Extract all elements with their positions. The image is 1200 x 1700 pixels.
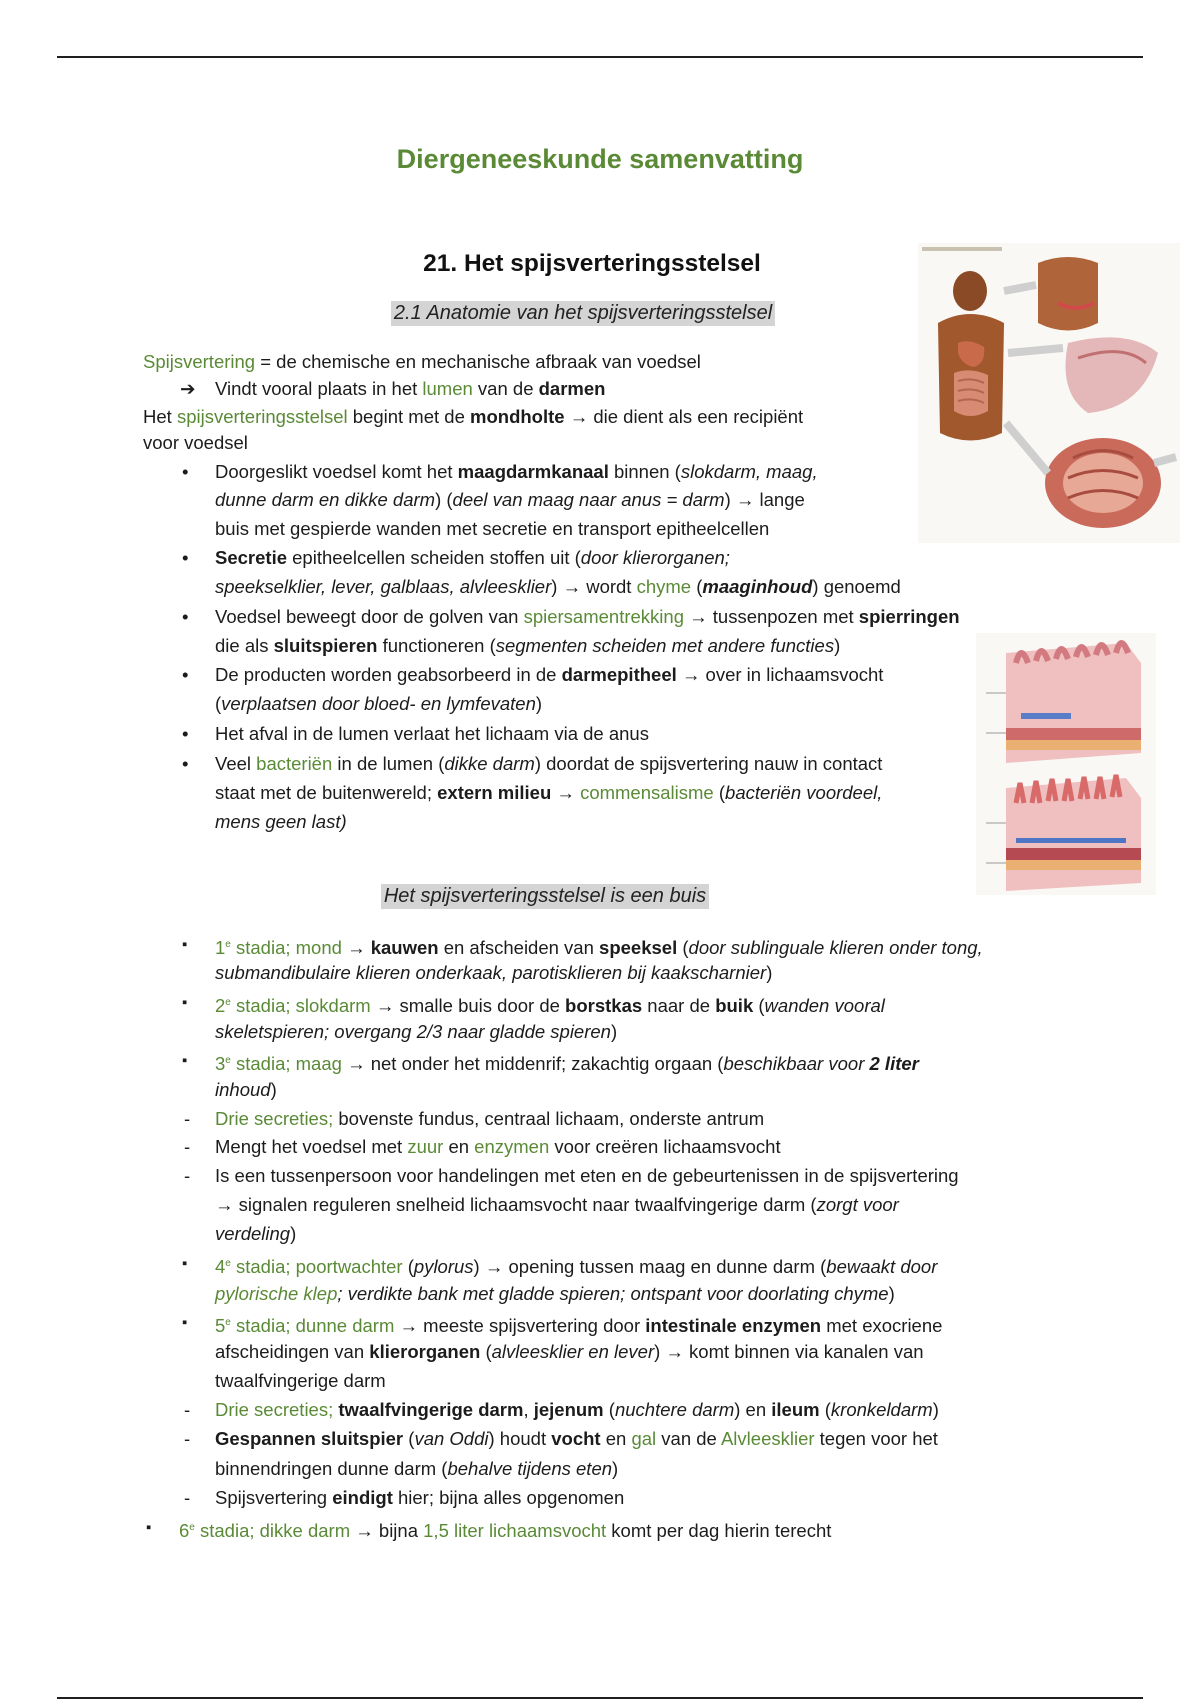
dash-bullet: - — [184, 1487, 191, 1508]
bullet-icon: • — [182, 753, 189, 774]
bullet-1-line-1: Doorgeslikt voedsel komt het maagdarmkanaal binnen (slokdarm, maag, — [215, 461, 818, 482]
bullet-3-line-2: die als sluitspieren functioneren (segmenten scheiden met andere functies) — [215, 635, 841, 656]
stage-5-line-2: afscheidingen van klierorganen (alvleesklier en lever) → komt binnen via kanalen van — [215, 1341, 924, 1362]
stage-2-line-1: 2e stadia; slokdarm → smalle buis door de borstkas naar de buik (wanden vooral — [215, 995, 885, 1017]
stage-2-line-2: skeletspieren; overgang 2/3 naar gladde spieren) — [215, 1021, 618, 1042]
bullet-2-line-2: speekselklier, lever, galblaas, alvleesklier) → wordt chyme (maaginhoud) genoemd — [215, 576, 901, 597]
square-bullet-icon: ▪ — [182, 936, 188, 953]
stage-3-dash-3-line-3: verdeling) — [215, 1223, 297, 1244]
bullet-icon: • — [182, 606, 189, 627]
stage-5-dash-2-line-1: Gespannen sluitspier (van Oddi) houdt vocht en gal van de Alvleesklier tegen voor het — [215, 1428, 938, 1449]
bullet-6-line-3: mens geen last) — [215, 811, 347, 832]
dash-bullet: - — [184, 1136, 191, 1157]
dash-bullet: - — [184, 1428, 191, 1449]
intro-start: Het spijsverteringsstelsel begint met de mondholte → die dient als een recipiënt — [143, 406, 804, 427]
bullet-icon: • — [182, 461, 189, 482]
document-title: Diergeneeskunde samenvatting — [396, 144, 804, 174]
dash-bullet: - — [184, 1108, 191, 1129]
section-heading-tube — [0, 884, 1145, 909]
arrow-bullet-icon: ➔ — [180, 378, 196, 399]
stage-3-dash-3-line-2: → signalen reguleren snelheid lichaamsvocht naar twaalfvingerige darm (zorgt voor — [215, 1194, 899, 1215]
stage-3-line-1: 3e stadia; maag → net onder het middenrif; zakachtig orgaan (beschikbaar voor 2 liter — [215, 1053, 919, 1075]
stage-1-line-2: submandibulaire klieren onderkaak, parotisklieren bij kaakscharnier) — [215, 962, 773, 983]
stage-5-dash-2-line-2: binnendringen dunne darm (behalve tijdens eten) — [215, 1458, 619, 1479]
stage-1-line-1: 1e stadia; mond → kauwen en afscheiden van speeksel (door sublinguale klieren onder tong, — [215, 937, 983, 959]
square-bullet-icon: ▪ — [182, 994, 188, 1011]
bullet-1-line-2: dunne darm en dikke darm) (deel van maag naar anus = darm) → lange — [215, 489, 805, 510]
bullet-4-line-2: (verplaatsen door bloed- en lymfevaten) — [215, 693, 543, 714]
intro-location: Vindt vooral plaats in het lumen van de darmen — [215, 378, 606, 399]
stage-5-line-3: twaalfvingerige darm — [215, 1370, 386, 1391]
square-bullet-icon: ▪ — [182, 1255, 188, 1272]
stage-4-line-2: pylorische klep; verdikte bank met gladde spieren; ontspant voor doorlating chyme) — [215, 1283, 895, 1304]
stage-4-line-1: 4e stadia; poortwachter (pylorus) → opening tussen maag en dunne darm (bewaakt door — [215, 1256, 938, 1278]
stage-3-dash-1: Drie secreties; bovenste fundus, centraal lichaam, onderste antrum — [215, 1108, 765, 1129]
bullet-6-line-2: staat met de buitenwereld; extern milieu → commensalisme (bacteriën voordeel, — [215, 782, 883, 803]
stage-3-dash-2: Mengt het voedsel met zuur en enzymen voor creëren lichaamsvocht — [215, 1136, 781, 1157]
bullet-1-line-3: buis met gespierde wanden met secretie en transport epitheelcellen — [215, 518, 770, 539]
stage-3-line-2: inhoud) — [215, 1079, 277, 1100]
top-rule — [57, 56, 1143, 58]
square-bullet-icon: ▪ — [146, 1519, 152, 1536]
stage-6-line-1: 6e stadia; dikke darm → bijna 1,5 liter lichaamsvocht komt per dag hierin terecht — [179, 1520, 832, 1542]
bullet-icon: • — [182, 723, 189, 744]
bullet-icon: • — [182, 547, 189, 568]
chapter-title: 21. Het spijsverteringsstelsel — [423, 250, 761, 277]
dash-bullet: - — [184, 1399, 191, 1420]
square-bullet-icon: ▪ — [182, 1052, 188, 1069]
bullet-5-line-1: Het afval in de lumen verlaat het lichaam via de anus — [215, 723, 649, 744]
digestive-system-overview-figure — [918, 243, 1180, 543]
bottom-rule — [57, 1697, 1143, 1699]
stage-5-dash-1: Drie secreties; twaalfvingerige darm, jejenum (nuchtere darm) en ileum (kronkeldarm) — [215, 1399, 939, 1420]
intro-continuation: voor voedsel — [143, 432, 248, 453]
bullet-4-line-1: De producten worden geabsorbeerd in de darmepitheel → over in lichaamsvocht — [215, 664, 884, 685]
stage-3-dash-3-line-1: Is een tussenpersoon voor handelingen met eten en de gebeurtenissen in de spijsvertering — [215, 1165, 959, 1186]
bullet-3-line-1: Voedsel beweegt door de golven van spiersamentrekking → tussenpozen met spierringen — [215, 606, 960, 627]
intestinal-wall-histology-figure — [976, 633, 1156, 895]
intro-definition: Spijsvertering = de chemische en mechanische afbraak van voedsel — [143, 351, 701, 372]
bullet-6-line-1: Veel bacteriën in de lumen (dikke darm) doordat de spijsvertering nauw in contact — [215, 753, 883, 774]
bullet-2-line-1: Secretie epitheelcellen scheiden stoffen uit (door klierorganen; — [215, 547, 730, 568]
section-title-tube: Het spijsverteringsstelsel is een buis — [381, 884, 709, 909]
dash-bullet: - — [184, 1165, 191, 1186]
bullet-icon: • — [182, 664, 189, 685]
square-bullet-icon: ▪ — [182, 1314, 188, 1331]
section-title-anatomy: 2.1 Anatomie van het spijsverteringsstelsel — [391, 301, 775, 326]
stage-5-dash-3: Spijsvertering eindigt hier; bijna alles opgenomen — [215, 1487, 625, 1508]
stage-5-line-1: 5e stadia; dunne darm → meeste spijsvertering door intestinale enzymen met exocriene — [215, 1315, 943, 1337]
